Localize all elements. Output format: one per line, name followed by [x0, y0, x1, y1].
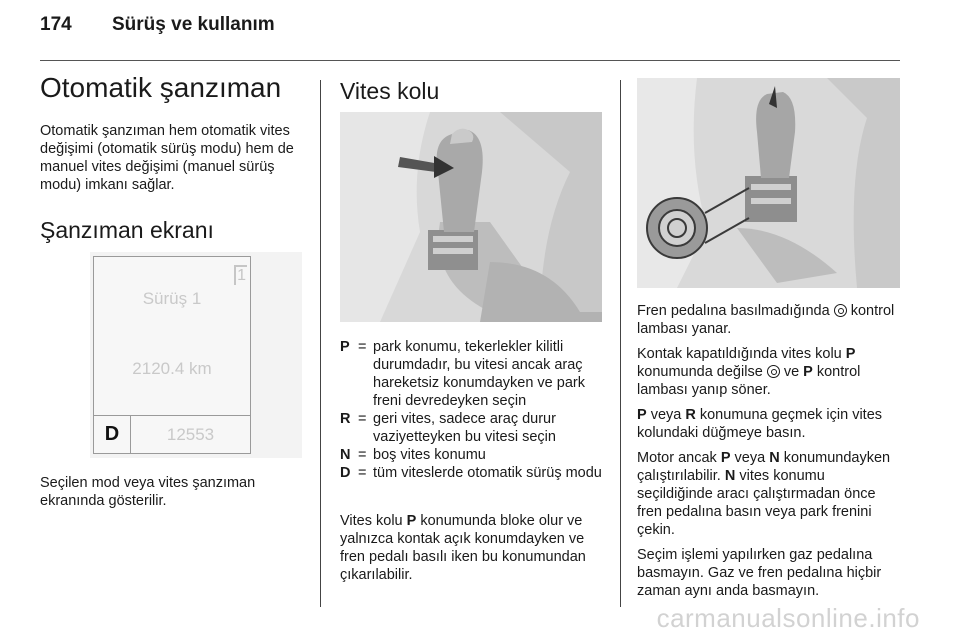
subsection-title: Şanzıman ekranı — [40, 217, 214, 243]
legend-row-r: R = geri vites, sadece araç durur vaziyetteyken bu vitesi seçin — [340, 410, 602, 446]
paragraph-pedal-warning: Seçim işlemi yapılırken gaz pedalına basmayın. Gaz ve fren pedalına hiçbir zaman aynı anda basmayın. — [637, 547, 882, 599]
legend-row-p: P = park konumu, tekerlekler kilitli durumdadır, bu vitesi ancak araç hareketsiz konumdayken ve park freni devredeyken seçin — [340, 338, 602, 410]
legend-desc: geri vites, sadece araç durur vaziyetteyken bu vitesi seçin — [373, 411, 556, 445]
legend-key: R — [340, 411, 351, 427]
gear-lever-photo — [340, 112, 602, 322]
selected-gear: D — [104, 423, 120, 445]
paragraph-brake-light: Fren pedalına basılmadığında kontrol lambası yanar. — [637, 303, 895, 337]
brake-pedal-indicator-icon — [834, 304, 847, 317]
gear-legend — [340, 338, 602, 482]
intro-paragraph: Otomatik şanzıman hem otomatik vites değişimi (otomatik sürüş modu) hem de manuel vites değişimi (manuel sürüş modu) imkanı sağlar. — [40, 123, 294, 193]
legend-row-n: N = boş vites konumu — [340, 446, 602, 464]
paragraph-shift-button: P veya R konumuna geçmek için vites kolundaki düğmeye basın. — [637, 407, 883, 441]
legend-row-d: D = tüm viteslerde otomatik sürüş modu — [340, 465, 602, 481]
display-caption: Seçilen mod veya vites şanzıman ekranında gösterilir. — [40, 475, 256, 509]
brake-pedal-indicator-icon — [767, 365, 780, 378]
shift-button-photo — [637, 78, 900, 288]
column-divider-2 — [620, 80, 621, 607]
legend-desc: park konumu, tekerlekler kilitli durumdadır, bu vitesi ancak araç hareketsiz konumdayken ve park freni devredeyken seçin — [373, 339, 585, 409]
legend-desc: tüm viteslerde otomatik sürüş modu — [373, 465, 602, 481]
lever-instructions — [637, 302, 900, 600]
legend-key: N — [340, 447, 351, 463]
manual-gear-indicator: 1 — [234, 265, 247, 285]
shift-button-illustration — [637, 78, 900, 288]
legend-key: P — [340, 339, 350, 355]
paragraph-ignition-off: Kontak kapatıldığında vites kolu P konumunda değilse ve P kontrol lambası yanıp söner. — [637, 346, 861, 398]
gear-lever-note: Vites kolu P konumunda bloke olur ve yalnızca kontak açık konumdayken ve fren pedalı basılı iken bu konumundan çıkarılabilir. — [340, 513, 586, 583]
gear-lever-illustration — [340, 112, 602, 322]
paragraph-engine-start: Motor ancak P veya N konumundayken çalıştırılabilir. N vites konumu seçildiğinde aracı çalıştırmadan önce fren pedalına basın veya park frenini çekin. — [637, 450, 891, 538]
page-number: 174 — [40, 14, 72, 35]
column-divider-1 — [320, 80, 321, 607]
gear-lever-title: Vites kolu — [340, 78, 440, 104]
display-odometer: 12553 — [166, 425, 215, 444]
header-rule — [40, 60, 900, 61]
watermark: carmanualsonline.info — [656, 603, 920, 633]
chapter-title: Sürüş ve kullanım — [112, 14, 275, 35]
legend-desc: boş vites konumu — [373, 447, 486, 463]
section-title: Otomatik şanzıman — [40, 72, 282, 103]
display-mode: Sürüş 1 — [142, 289, 202, 308]
display-distance: 2120.4 km — [132, 359, 212, 378]
transmission-display — [93, 256, 251, 454]
legend-key: D — [340, 465, 351, 481]
